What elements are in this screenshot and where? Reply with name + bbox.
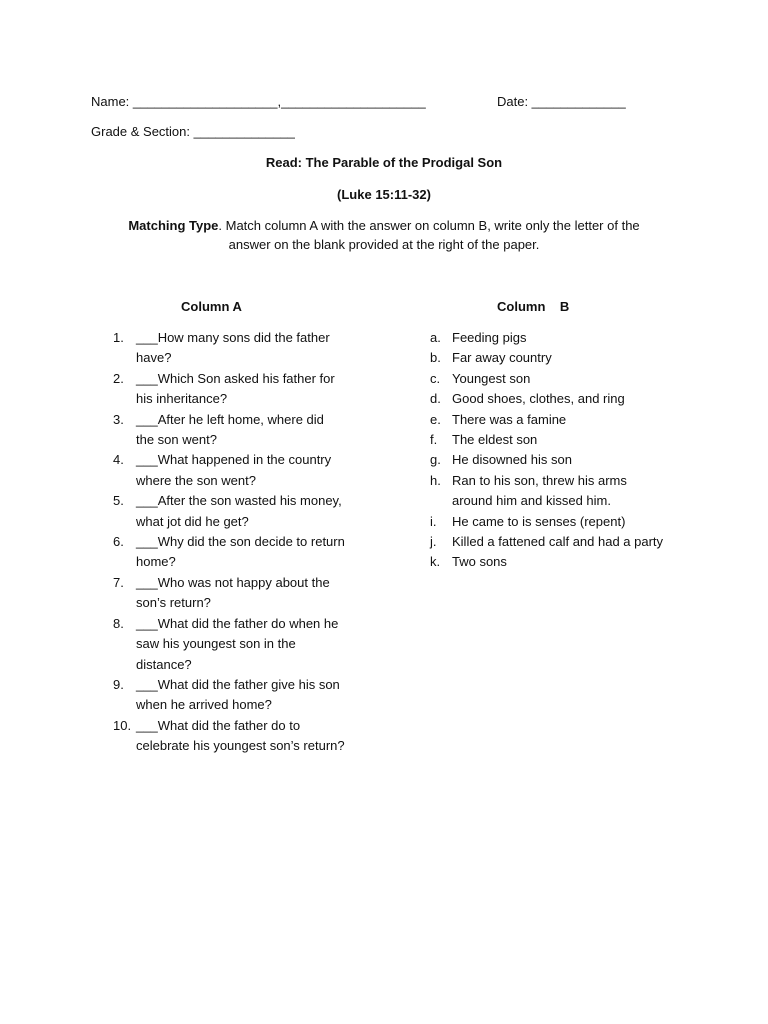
item-number: a. bbox=[430, 330, 441, 345]
question-item bbox=[113, 716, 345, 757]
column-b-heading: Column B bbox=[497, 299, 570, 314]
item-number: h. bbox=[430, 472, 441, 488]
item-text-line: ___What did the father give his son bbox=[136, 676, 340, 692]
column-a-heading: Column A bbox=[181, 299, 242, 314]
answer-item bbox=[430, 389, 663, 409]
item-text-line: ___Why did the son decide to return bbox=[136, 534, 345, 550]
item-text-line: home? bbox=[136, 554, 176, 570]
item-number: 6. bbox=[113, 534, 124, 550]
column-a-questions bbox=[113, 328, 345, 757]
question-item bbox=[113, 675, 345, 716]
instructions-line-2: answer on the blank provided at the right of the paper. bbox=[228, 237, 540, 252]
item-text-line: Youngest son bbox=[452, 370, 531, 386]
question-item bbox=[113, 410, 345, 451]
item-text-line: what jot did he get? bbox=[136, 513, 249, 529]
answer-item bbox=[430, 430, 663, 450]
item-text-line: There was a famine bbox=[452, 411, 567, 427]
item-number: c. bbox=[430, 370, 441, 386]
question-item bbox=[113, 328, 345, 369]
item-number: g. bbox=[430, 452, 441, 468]
item-text-line: Far away country bbox=[452, 350, 552, 366]
item-text-line: distance? bbox=[136, 656, 192, 672]
item-number: 1. bbox=[113, 330, 124, 345]
column-b-answers bbox=[430, 328, 663, 573]
item-text-line: celebrate his youngest son’s return? bbox=[136, 738, 345, 754]
item-number: e. bbox=[430, 411, 441, 427]
answer-item bbox=[430, 328, 663, 348]
item-text-line: saw his youngest son in the bbox=[136, 636, 296, 652]
item-number: 10. bbox=[113, 717, 132, 733]
item-number: k. bbox=[430, 554, 441, 570]
item-number: j. bbox=[430, 534, 437, 550]
item-number: 8. bbox=[113, 615, 124, 631]
item-text-line: The eldest son bbox=[452, 432, 538, 448]
question-item bbox=[113, 491, 345, 532]
item-text-line: Ran to his son, threw his arms bbox=[452, 472, 627, 488]
answer-item bbox=[430, 471, 663, 512]
answer-item bbox=[430, 348, 663, 368]
item-text-line: Feeding pigs bbox=[452, 330, 527, 345]
answer-item bbox=[430, 369, 663, 389]
item-text-line: ___After the son wasted his money, bbox=[136, 493, 342, 509]
question-item bbox=[113, 369, 345, 410]
item-number: 2. bbox=[113, 370, 124, 386]
question-item bbox=[113, 573, 345, 614]
item-text-line: where the son went? bbox=[136, 472, 256, 488]
item-text-line: have? bbox=[136, 350, 172, 366]
date-field[interactable]: Date: _____________ bbox=[497, 94, 626, 109]
item-text-line: his inheritance? bbox=[136, 391, 228, 407]
item-text-line: around him and kissed him. bbox=[452, 493, 611, 509]
instructions-line-1 bbox=[0, 218, 768, 233]
item-number: 7. bbox=[113, 574, 124, 590]
item-number: b. bbox=[430, 350, 441, 366]
item-text-line: ___What happened in the country bbox=[136, 452, 332, 468]
item-text-line: He came to is senses (repent) bbox=[452, 513, 626, 529]
item-number: d. bbox=[430, 391, 441, 407]
instructions-type: Matching Type bbox=[128, 218, 219, 233]
grade-section-field[interactable]: Grade & Section: ______________ bbox=[91, 124, 295, 139]
question-item bbox=[113, 532, 345, 573]
answer-item bbox=[430, 512, 663, 532]
item-text-line: ___What did the father do to bbox=[136, 717, 301, 733]
item-text-line: ___After he left home, where did bbox=[136, 411, 324, 427]
item-text-line: ___Who was not happy about the bbox=[136, 574, 330, 590]
worksheet-title: Read: The Parable of the Prodigal Son bbox=[265, 155, 503, 170]
item-number: 5. bbox=[113, 493, 124, 509]
item-text-line: Good shoes, clothes, and ring bbox=[452, 391, 625, 407]
item-text-line: when he arrived home? bbox=[136, 697, 272, 713]
item-number: 9. bbox=[113, 676, 124, 692]
item-text-line: ___How many sons did the father bbox=[136, 330, 330, 345]
answer-item bbox=[430, 450, 663, 470]
scripture-reference: (Luke 15:11-32) bbox=[337, 187, 431, 202]
item-text-line: ___What did the father do when he bbox=[136, 615, 339, 631]
item-text-line: son’s return? bbox=[136, 595, 211, 611]
answer-item bbox=[430, 410, 663, 430]
item-text-line: Killed a fattened calf and had a party bbox=[452, 534, 664, 550]
item-text-line: He disowned his son bbox=[452, 452, 572, 468]
item-number: i. bbox=[430, 513, 437, 529]
answer-item bbox=[430, 532, 663, 552]
name-field[interactable]: Name: ____________________,____________________ bbox=[91, 94, 426, 109]
item-number: 4. bbox=[113, 452, 124, 468]
item-text-line: ___Which Son asked his father for bbox=[136, 370, 335, 386]
item-text-line: the son went? bbox=[136, 432, 217, 448]
item-number: 3. bbox=[113, 411, 124, 427]
item-text-line: Two sons bbox=[452, 554, 507, 570]
instructions-text: . Match column A with the answer on column B, write only the letter of the bbox=[218, 218, 640, 233]
item-number: f. bbox=[430, 432, 438, 448]
question-item bbox=[113, 614, 345, 675]
answer-item bbox=[430, 552, 663, 572]
question-item bbox=[113, 450, 345, 491]
